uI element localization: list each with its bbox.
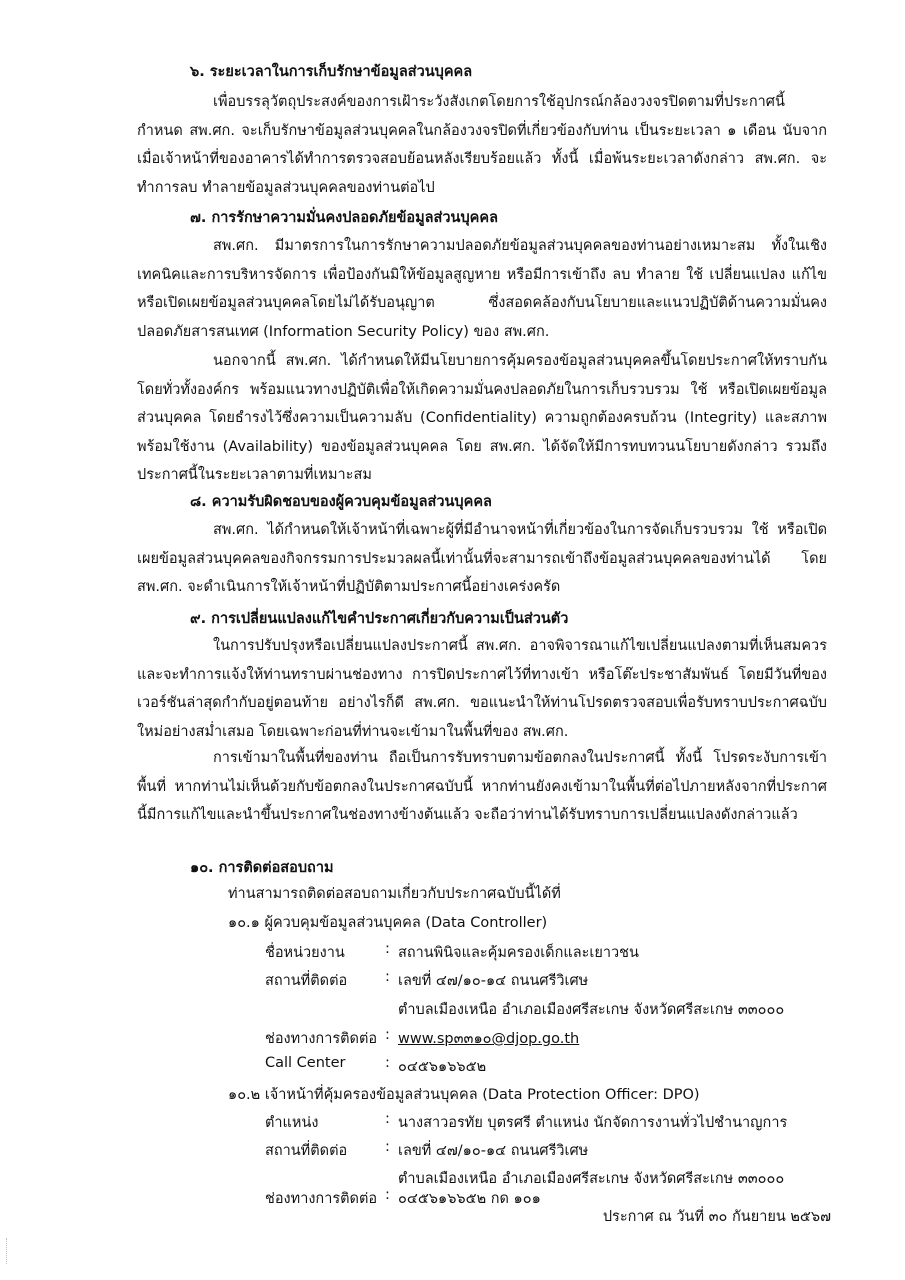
controller-org-value: สถานพินิจและคุ้มครองเด็กและเยาวชน <box>398 945 639 961</box>
dpo-address-label: สถานที่ติดต่อ <box>265 1143 348 1159</box>
dpo-position-label: ตำแหน่ง <box>265 1115 319 1131</box>
controller-address-colon: : <box>385 969 390 985</box>
controller-address-line-2: ตำบลเมืองเหนือ อำเภอเมืองศรีสะเกษ จังหวัดศรีสะเกษ ๓๓๐๐๐ <box>398 1002 785 1018</box>
section-9-paragraph-1: ในการปรับปรุงหรือเปลี่ยนแปลงประกาศนี้ สพ.ศก. อาจพิจารณาแก้ไขเปลี่ยนแปลงตามที่เห็นสมควร และจะทำการแจ้งให้ท่านทราบผ่านช่องทาง การปิดประกาศไว้ที่ทางเข้า หรือโต๊ะประชาสัมพันธ์ โดยมีวันที่ของเวอร์ชันล่าสุดกำกับอยู่ตอนท้าย อย่างไรก็ดี สพ.ศก. ขอแนะนำให้ท่านโปรดตรวจสอบเพื่อรับทราบประกาศฉบับใหม่อย่างสม่ำเสมอ โดยเฉพาะก่อนที่ท่านจะเข้ามาในพื้นที่ของ สพ.ศก. <box>137 638 827 740</box>
dpo-channel-colon: : <box>385 1187 390 1203</box>
controller-call-value: ๐๔๕๖๑๖๖๕๒ <box>398 1059 487 1075</box>
data-controller-title: ๑๐.๑ ผู้ควบคุมข้อมูลส่วนบุคคล (Data Controller) <box>228 915 548 931</box>
section-6-heading: ๖. ระยะเวลาในการเก็บรักษาข้อมูลส่วนบุคคล <box>190 64 473 80</box>
section-9-paragraph-2: การเข้ามาในพื้นที่ของท่าน ถือเป็นการรับทราบตามข้อตกลงในประกาศนี้ ทั้งนี้ โปรดระงับการเข้าพื้นที่ หากท่านไม่เห็นด้วยกับข้อตกลงในประกาศฉบับนี้ หากท่านยังคงเข้ามาในพื้นที่ต่อไปภายหลังจากที่ประกาศนี้มีการแก้ไขและนำขึ้นประกาศในช่องทางข้างต้นแล้ว จะถือว่าท่านได้รับทราบการเปลี่ยนแปลงดังกล่าวแล้ว <box>137 750 827 823</box>
dpo-address-line-1: เลขที่ ๔๗/๑๐-๑๔ ถนนศรีวิเศษ <box>398 1143 589 1159</box>
controller-address-label: สถานที่ติดต่อ <box>265 973 348 989</box>
controller-call-label: Call Center <box>265 1055 346 1071</box>
controller-address-line-1: เลขที่ ๔๗/๑๐-๑๔ ถนนศรีวิเศษ <box>398 973 589 989</box>
scan-edge-mark <box>6 1238 9 1264</box>
controller-channel-colon: : <box>385 1027 390 1043</box>
section-9-heading: ๙. การเปลี่ยนแปลงแก้ไขคำประกาศเกี่ยวกับความเป็นส่วนตัว <box>190 611 569 627</box>
dpo-channel-value: ๐๔๕๖๑๖๖๕๒ กด ๑๐๑ <box>398 1191 541 1207</box>
dpo-address-colon: : <box>385 1139 390 1155</box>
dpo-position-colon: : <box>385 1111 390 1127</box>
section-7-paragraph-1: สพ.ศก. มีมาตรการในการรักษาความปลอดภัยข้อมูลส่วนบุคคลของท่านอย่างเหมาะสม ทั้งในเชิงเทคนิคและการบริหารจัดการ เพื่อป้องกันมิให้ข้อมูลสูญหาย หรือมีการเข้าถึง ลบ ทำลาย ใช้ เปลี่ยนแปลง แก้ไข หรือเปิดเผยข้อมูลส่วนบุคคลโดยไม่ได้รับอนุญาต ซึ่งสอดคล้องกับนโยบายและแนวปฏิบัติด้านความมั่นคงปลอดภัยสารสนเทศ (Information Security Policy) ของ สพ.ศก. <box>137 238 827 340</box>
controller-email-link[interactable]: www.sp๓๓๑๐@djop.go.th <box>398 1031 580 1047</box>
controller-org-label: ชื่อหน่วยงาน <box>265 945 345 961</box>
announcement-date: ประกาศ ณ วันที่ ๓๐ กันยายน ๒๕๖๗ <box>602 1209 831 1225</box>
section-6-paragraph: เพื่อบรรลุวัตถุประสงค์ของการเฝ้าระวังสังเกตโดยการใช้อุปกรณ์กล้องวงจรปิดตามที่ประกาศนี้กำหนด สพ.ศก. จะเก็บรักษาข้อมูลส่วนบุคคลในกล้องวงจรปิดที่เกี่ยวข้องกับท่าน เป็นระยะเวลา ๑ เดือน นับจากเมื่อเจ้าหน้าที่ของอาคารได้ทำการตรวจสอบย้อนหลังเรียบร้อยแล้ว ทั้งนี้ เมื่อพ้นระยะเวลาดังกล่าว สพ.ศก. จะทำการลบ ทำลายข้อมูลส่วนบุคคลของท่านต่อไป <box>137 94 827 196</box>
section-7-heading: ๗. การรักษาความมั่นคงปลอดภัยข้อมูลส่วนบุคคล <box>190 210 498 226</box>
controller-org-colon: : <box>385 941 390 957</box>
dpo-channel-label: ช่องทางการติดต่อ <box>265 1191 378 1207</box>
controller-call-colon: : <box>385 1055 390 1071</box>
section-8-heading: ๘. ความรับผิดชอบของผู้ควบคุมข้อมูลส่วนบุคคล <box>190 494 492 510</box>
controller-channel-label: ช่องทางการติดต่อ <box>265 1031 378 1047</box>
dpo-position-value: นางสาวอรทัย บุตรศรี ตำแหน่ง นักจัดการงานทั่วไปชำนาญการ <box>398 1115 788 1131</box>
section-10-intro: ท่านสามารถติดต่อสอบถามเกี่ยวกับประกาศฉบับนี้ได้ที่ <box>228 886 561 902</box>
section-10-heading: ๑๐. การติดต่อสอบถาม <box>190 860 334 876</box>
dpo-title: ๑๐.๒ เจ้าหน้าที่คุ้มครองข้อมูลส่วนบุคคล (Data Protection Officer: DPO) <box>228 1087 700 1103</box>
section-8-paragraph: สพ.ศก. ได้กำหนดให้เจ้าหน้าที่เฉพาะผู้ที่มีอำนาจหน้าที่เกี่ยวข้องในการจัดเก็บรวบรวม ใช้ หรือเปิดเผยข้อมูลส่วนบุคคลของกิจกรรมการประมวลผลนี้เท่านั้นที่จะสามารถเข้าถึงข้อมูลส่วนบุคคลของท่านได้ โดย สพ.ศก. จะดำเนินการให้เจ้าหน้าที่ปฏิบัติตามประกาศนี้อย่างเคร่งครัด <box>137 522 827 595</box>
section-7-paragraph-2: นอกจากนี้ สพ.ศก. ได้กำหนดให้มีนโยบายการคุ้มครองข้อมูลส่วนบุคคลขึ้นโดยประกาศให้ทราบกันโดยทั่วทั้งองค์กร พร้อมแนวทางปฏิบัติเพื่อให้เกิดความมั่นคงปลอดภัยในการเก็บรวบรวม ใช้ หรือเปิดเผยข้อมูลส่วนบุคคล โดยธำรงไว้ซึ่งความเป็นความลับ (Confidentiality) ความถูกต้องครบถ้วน (Integrity) และสภาพพร้อมใช้งาน (Availability) ของข้อมูลส่วนบุคคล โดย สพ.ศก. ได้จัดให้มีการทบทวนนโยบายดังกล่าว รวมถึงประกาศนี้ในระยะเวลาตามที่เหมาะสม <box>137 353 827 483</box>
dpo-address-line-2: ตำบลเมืองเหนือ อำเภอเมืองศรีสะเกษ จังหวัดศรีสะเกษ ๓๓๐๐๐ <box>398 1171 785 1187</box>
